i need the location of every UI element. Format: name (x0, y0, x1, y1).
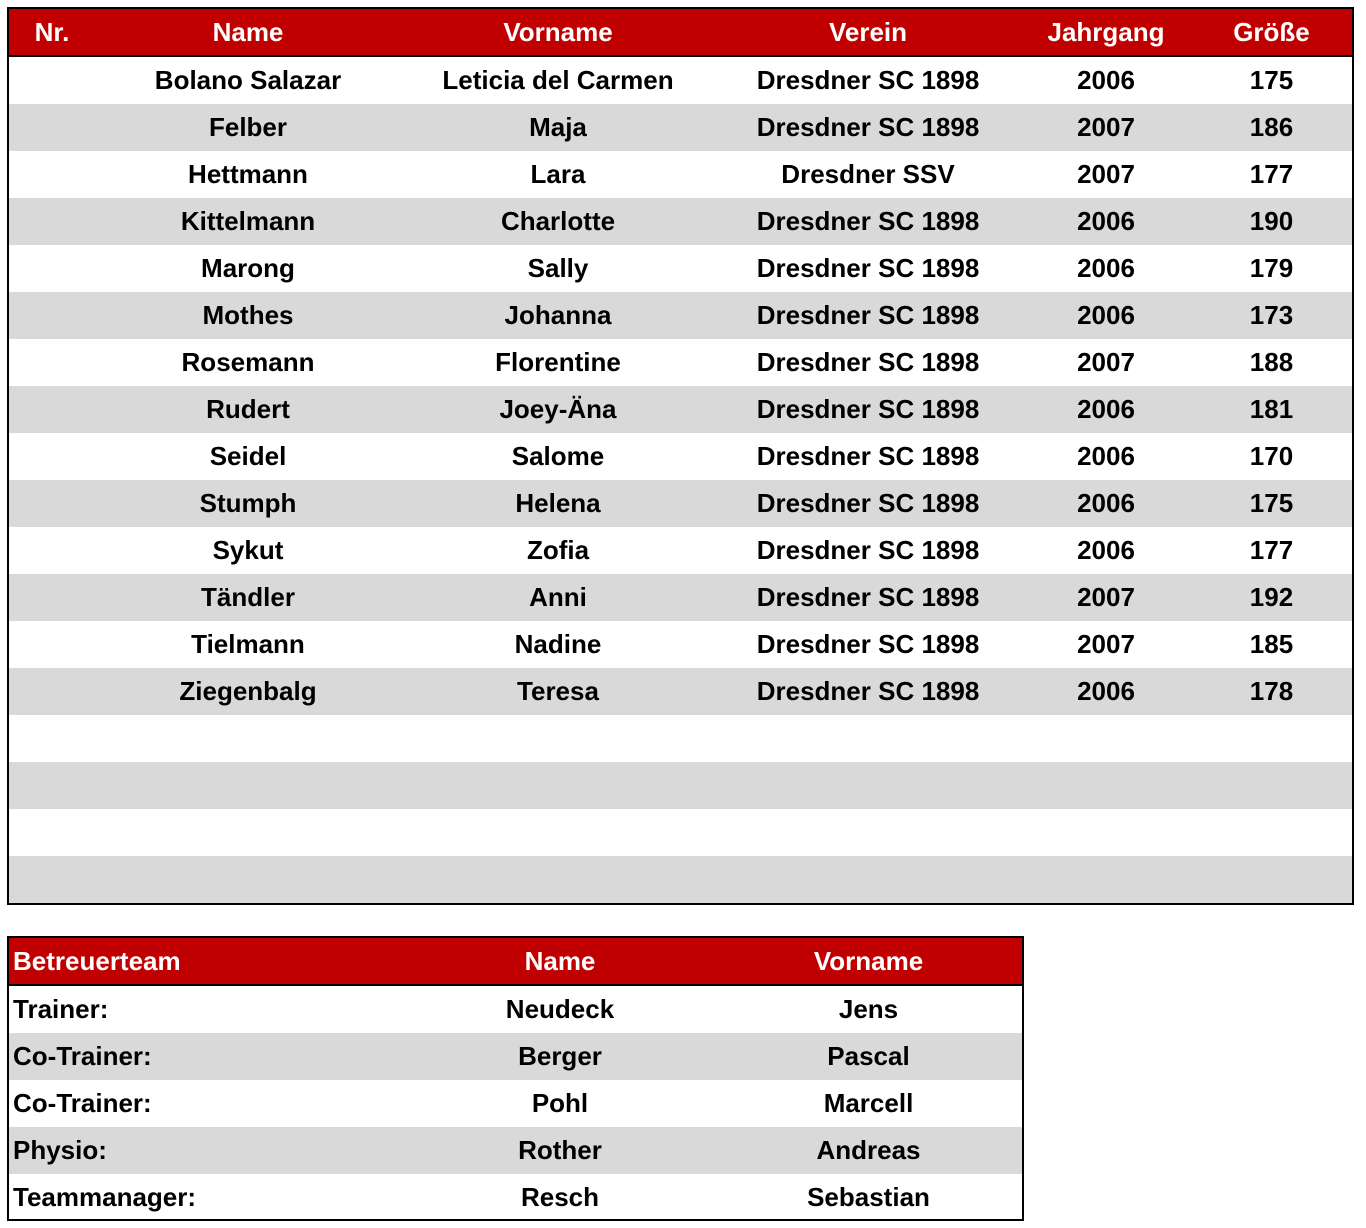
table-row (9, 762, 1352, 809)
cell-groesse: 175 (1191, 480, 1352, 527)
cell-vorname: Teresa (401, 668, 715, 715)
table-row (9, 527, 1352, 574)
cell-nr (9, 527, 95, 574)
cell-groesse: 188 (1249, 347, 1294, 377)
table-row (9, 715, 1352, 762)
cell-name (95, 715, 401, 762)
cell-groesse (1191, 715, 1352, 762)
table-row (9, 104, 1352, 151)
cell-groesse: 185 (1249, 629, 1294, 659)
cell-nr (9, 339, 95, 386)
cell-verein: Dresdner SC 1898 (715, 480, 1021, 527)
cell-name: Seidel (209, 441, 287, 471)
cell-verein: Dresdner SC 1898 (756, 253, 980, 283)
table-row (9, 386, 1352, 433)
cell-name (95, 856, 401, 903)
cell-name: Stumph (95, 480, 401, 527)
table-row (9, 668, 1352, 715)
cell-groesse: 181 (1191, 386, 1352, 433)
cell-staff-name: Berger (405, 1033, 715, 1080)
cell-verein: Dresdner SC 1898 (715, 198, 1021, 245)
cell-name: Kittelmann (95, 198, 401, 245)
cell-nr (9, 433, 95, 480)
cell-verein: Dresdner SC 1898 (756, 629, 980, 659)
cell-verein: Dresdner SC 1898 (715, 104, 1021, 151)
table-row (9, 856, 1352, 903)
cell-jahrgang (1021, 762, 1191, 809)
cell-role: Teammanager: (13, 1182, 197, 1212)
cell-groesse: 170 (1249, 441, 1294, 471)
table-row (9, 151, 1352, 198)
cell-jahrgang: 2007 (1077, 159, 1135, 189)
players-table-body (9, 56, 1352, 903)
cell-jahrgang: 2006 (1077, 441, 1135, 471)
cell-jahrgang: 2007 (1077, 347, 1135, 377)
cell-nr (9, 621, 95, 668)
cell-verein (715, 856, 1021, 903)
cell-vorname (401, 809, 715, 856)
cell-vorname: Helena (401, 480, 715, 527)
table-row (9, 480, 1352, 527)
column-header-staff-vorname: Vorname (715, 938, 1022, 985)
column-header-name: Name (95, 9, 401, 56)
column-header-verein: Verein (715, 9, 1021, 56)
cell-name: Mothes (95, 292, 401, 339)
players-table-container (7, 7, 1354, 905)
cell-role: Co-Trainer: (13, 1088, 152, 1118)
cell-nr (9, 245, 95, 292)
cell-nr (9, 480, 95, 527)
cell-name: Bolano Salazar (154, 65, 342, 95)
cell-groesse (1191, 856, 1352, 903)
cell-name: Ziegenbalg (95, 668, 401, 715)
cell-vorname (401, 856, 715, 903)
players-table-header-row (9, 9, 1352, 56)
table-row (9, 339, 1352, 386)
cell-name (95, 762, 401, 809)
cell-jahrgang: 2007 (1021, 574, 1191, 621)
cell-name: Rosemann (181, 347, 315, 377)
column-header-betreuerteam: Betreuerteam (9, 938, 405, 985)
staff-table-header-row (9, 938, 1022, 985)
cell-vorname: Joey-Äna (401, 386, 715, 433)
cell-jahrgang: 2006 (1077, 535, 1135, 565)
cell-vorname: Lara (530, 159, 586, 189)
cell-jahrgang (1021, 856, 1191, 903)
column-header-vorname: Vorname (401, 9, 715, 56)
table-row (9, 56, 1352, 104)
cell-jahrgang: 2006 (1077, 65, 1135, 95)
cell-verein: Dresdner SC 1898 (756, 347, 980, 377)
cell-jahrgang: 2007 (1021, 104, 1191, 151)
cell-nr (9, 151, 95, 198)
cell-groesse: 186 (1191, 104, 1352, 151)
cell-groesse: 177 (1249, 535, 1294, 565)
table-row (9, 574, 1352, 621)
cell-jahrgang: 2007 (1077, 629, 1135, 659)
cell-groesse: 178 (1191, 668, 1352, 715)
cell-verein (715, 809, 1021, 856)
cell-name: Sykut (212, 535, 284, 565)
staff-table-container (7, 936, 1024, 1221)
cell-staff-name: Pohl (531, 1088, 589, 1118)
cell-vorname: Sally (527, 253, 589, 283)
cell-verein: Dresdner SSV (781, 159, 955, 189)
table-row (9, 1080, 1022, 1127)
cell-groesse: 173 (1191, 292, 1352, 339)
table-row (9, 292, 1352, 339)
cell-jahrgang: 2006 (1021, 480, 1191, 527)
table-row (9, 1174, 1022, 1221)
cell-jahrgang (1021, 809, 1191, 856)
cell-nr (9, 56, 95, 104)
cell-name: Hettmann (188, 159, 308, 189)
cell-vorname: Salome (511, 441, 605, 471)
cell-jahrgang: 2006 (1021, 198, 1191, 245)
table-row (9, 1033, 1022, 1080)
cell-staff-vorname: Jens (838, 994, 899, 1024)
cell-nr (9, 574, 95, 621)
cell-staff-vorname: Pascal (715, 1033, 1022, 1080)
cell-verein: Dresdner SC 1898 (756, 65, 980, 95)
cell-jahrgang: 2006 (1021, 292, 1191, 339)
cell-nr (9, 715, 95, 762)
cell-jahrgang (1021, 715, 1191, 762)
table-row (9, 1127, 1022, 1174)
cell-nr (9, 809, 95, 856)
cell-groesse: 190 (1191, 198, 1352, 245)
table-row (9, 621, 1352, 668)
cell-name: Tielmann (191, 629, 305, 659)
players-table (9, 9, 1352, 903)
table-row (9, 809, 1352, 856)
cell-groesse (1191, 762, 1352, 809)
cell-verein: Dresdner SC 1898 (756, 535, 980, 565)
cell-nr (9, 856, 95, 903)
cell-vorname: Anni (401, 574, 715, 621)
cell-groesse: 179 (1249, 253, 1294, 283)
staff-table-body (9, 985, 1022, 1221)
column-header-staff-name: Name (405, 938, 715, 985)
cell-name: Rudert (95, 386, 401, 433)
cell-name: Felber (95, 104, 401, 151)
cell-verein: Dresdner SC 1898 (756, 441, 980, 471)
table-row (9, 985, 1022, 1033)
cell-nr (9, 198, 95, 245)
cell-verein: Dresdner SC 1898 (715, 574, 1021, 621)
staff-table (9, 938, 1022, 1221)
cell-jahrgang: 2006 (1077, 253, 1135, 283)
cell-verein (715, 762, 1021, 809)
cell-nr (9, 386, 95, 433)
cell-staff-name: Rother (405, 1127, 715, 1174)
cell-staff-name: Neudeck (505, 994, 615, 1024)
cell-nr (9, 762, 95, 809)
cell-name: Tändler (95, 574, 401, 621)
cell-role: Physio: (9, 1127, 405, 1174)
cell-jahrgang: 2006 (1021, 386, 1191, 433)
cell-staff-vorname: Marcell (823, 1088, 914, 1118)
cell-role: Co-Trainer: (9, 1033, 405, 1080)
table-row (9, 245, 1352, 292)
cell-vorname: Nadine (514, 629, 602, 659)
cell-staff-vorname: Sebastian (807, 1182, 930, 1212)
cell-name (95, 809, 401, 856)
cell-nr (9, 292, 95, 339)
cell-groesse: 177 (1249, 159, 1294, 189)
cell-verein: Dresdner SC 1898 (715, 292, 1021, 339)
column-header-jahrgang: Jahrgang (1021, 9, 1191, 56)
cell-nr (9, 104, 95, 151)
cell-vorname: Florentine (495, 347, 621, 377)
column-header-nr: Nr. (9, 9, 95, 56)
cell-jahrgang: 2006 (1021, 668, 1191, 715)
cell-vorname: Zofia (526, 535, 590, 565)
cell-vorname: Johanna (401, 292, 715, 339)
cell-verein: Dresdner SC 1898 (715, 386, 1021, 433)
cell-verein (715, 715, 1021, 762)
cell-vorname (401, 715, 715, 762)
cell-groesse: 175 (1249, 65, 1294, 95)
cell-name: Marong (201, 253, 295, 283)
table-row (9, 198, 1352, 245)
cell-vorname: Maja (401, 104, 715, 151)
cell-groesse: 192 (1191, 574, 1352, 621)
cell-vorname: Charlotte (401, 198, 715, 245)
cell-staff-vorname: Andreas (715, 1127, 1022, 1174)
cell-verein: Dresdner SC 1898 (715, 668, 1021, 715)
cell-vorname (401, 762, 715, 809)
table-row (9, 433, 1352, 480)
cell-staff-name: Resch (520, 1182, 600, 1212)
column-header-groesse: Größe (1191, 9, 1352, 56)
cell-groesse (1191, 809, 1352, 856)
cell-nr (9, 668, 95, 715)
cell-role: Trainer: (13, 994, 109, 1024)
cell-vorname: Leticia del Carmen (442, 65, 674, 95)
